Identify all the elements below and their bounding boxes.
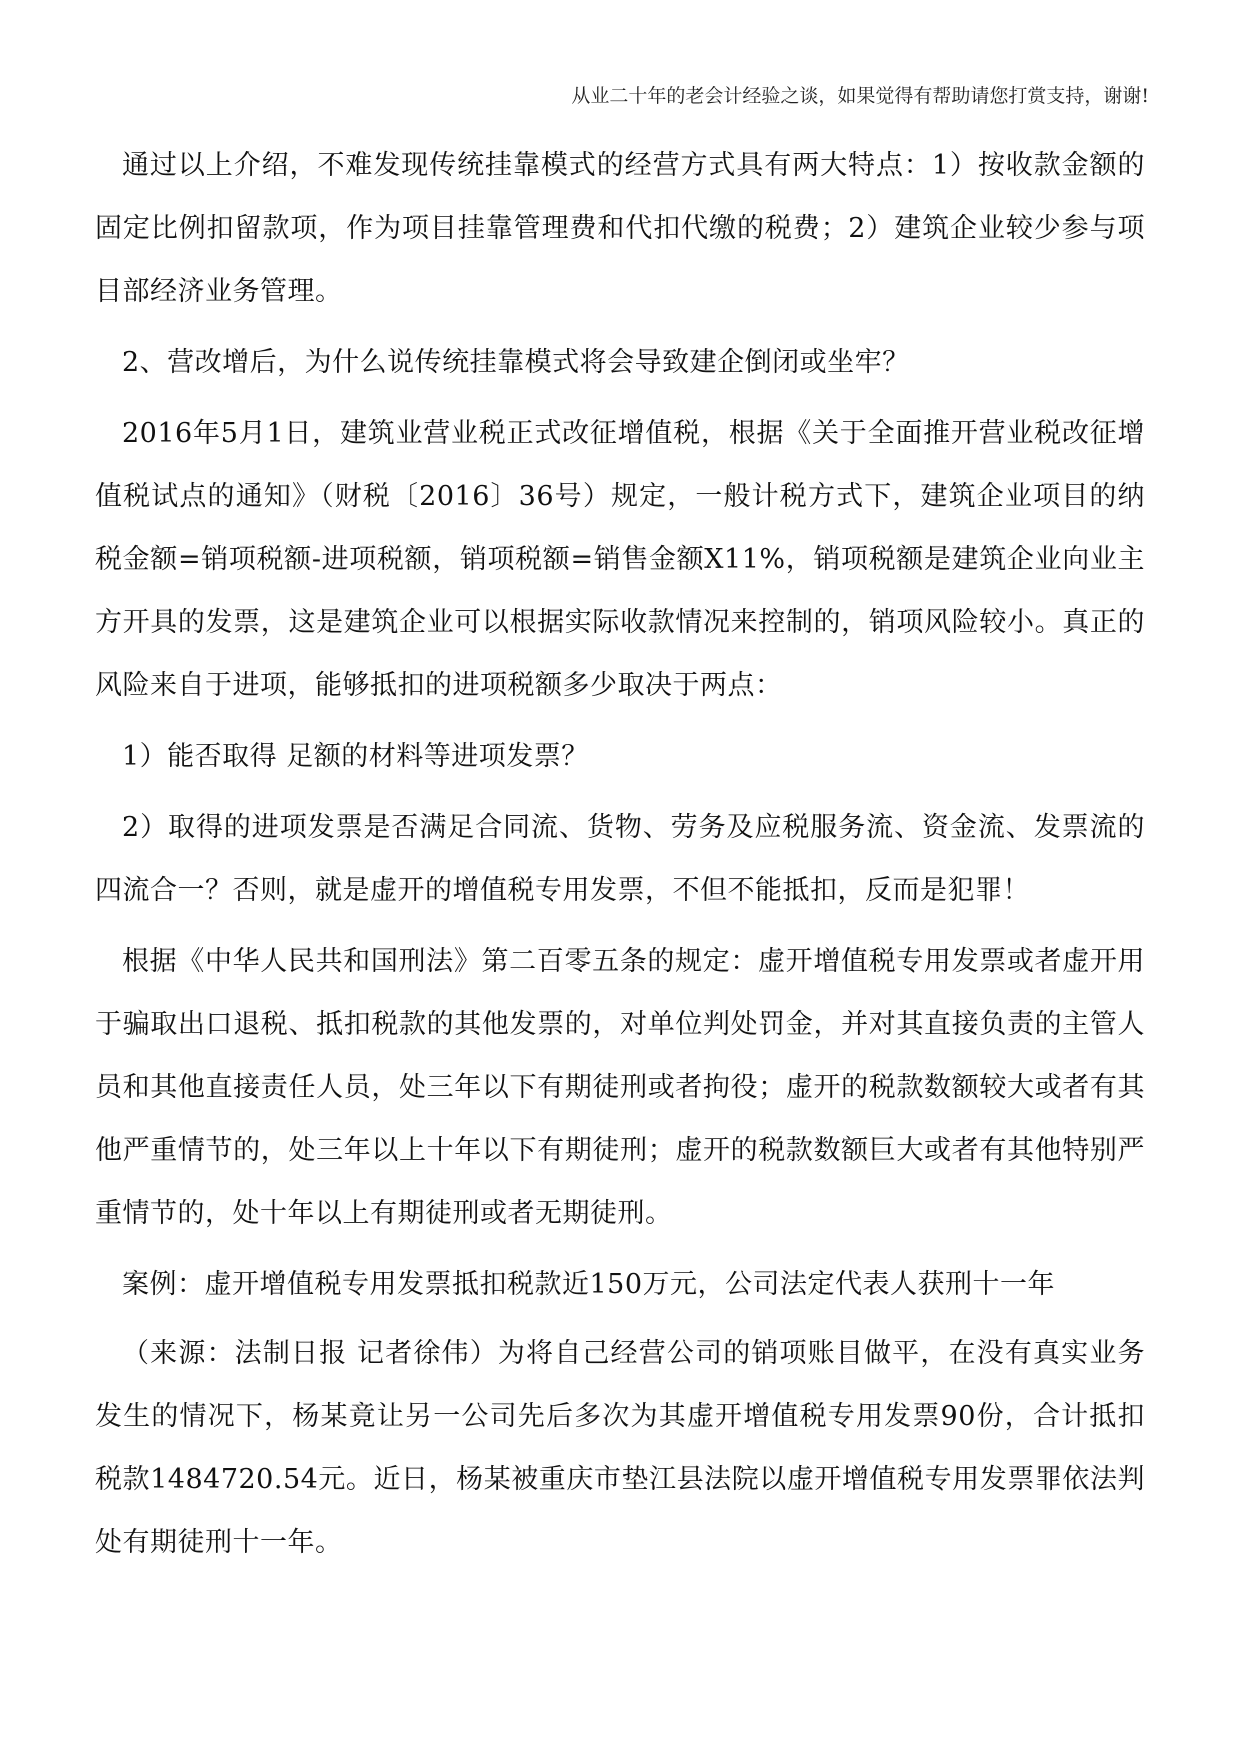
- paragraph-vat-reform: 2016年5月1日，建筑业营业税正式改征增值税，根据《关于全面推开营业税改征增值税试点的通知》（财税〔2016〕36号）规定，一般计税方式下，建筑企业项目的纳税金额=销项税额-进项税额，销项税额=销售金额X11%，销项税额是建筑企业向业主方开具的发票，这是建筑企业可以根据实际收款情况来控制的，销项风险较小。真正的风险来自于进项，能够抵扣的进项税额多少取决于两点：: [95, 418, 1145, 701]
- section-heading-question: 2、营改增后，为什么说传统挂靠模式将会导致建企倒闭或坐牢？: [122, 347, 910, 378]
- header-note: 从业二十年的老会计经验之谈，如果觉得有帮助请您打赏支持，谢谢!: [571, 85, 1149, 107]
- paragraph-criminal-law: 根据《中华人民共和国刑法》第二百零五条的规定：虚开增值税专用发票或者虚开用于骗取出口退税、抵扣税款的其他发票的，对单位判处罚金，并对其直接负责的主管人员和其他直接责任人员，处三年以下有期徒刑或者拘役；虚开的税款数额较大或者有其他严重情节的，处三年以上十年以下有期徒刑；虚开的税款数额巨大或者有其他特别严重情节的，处十年以上有期徒刑或者无期徒刑。: [95, 946, 1145, 1229]
- list-item-point-1: 1）能否取得 足额的材料等进项发票？: [122, 741, 589, 772]
- paragraph-characteristics: 通过以上介绍，不难发现传统挂靠模式的经营方式具有两大特点：1）按收款金额的固定比例扣留款项，作为项目挂靠管理费和代扣代缴的税费；2）建筑企业较少参与项目部经济业务管理。: [95, 150, 1145, 307]
- case-title: 案例：虚开增值税专用发票抵扣税款近150万元，公司法定代表人获刑十一年: [122, 1269, 1056, 1300]
- document-body: [95, 134, 1145, 1582]
- paragraph-case-detail: （来源：法制日报 记者徐伟）为将自己经营公司的销项账目做平，在没有真实业务发生的情况下，杨某竟让另一公司先后多次为其虚开增值税专用发票90份，合计抵扣税款1484720.54元。近日，杨某被重庆市垫江县法院以虚开增值税专用发票罪依法判处有期徒刑十一年。: [95, 1338, 1145, 1558]
- list-item-point-2: 2）取得的进项发票是否满足合同流、货物、劳务及应税服务流、资金流、发票流的四流合一？否则，就是虚开的增值税专用发票，不但不能抵扣，反而是犯罪！: [95, 812, 1145, 906]
